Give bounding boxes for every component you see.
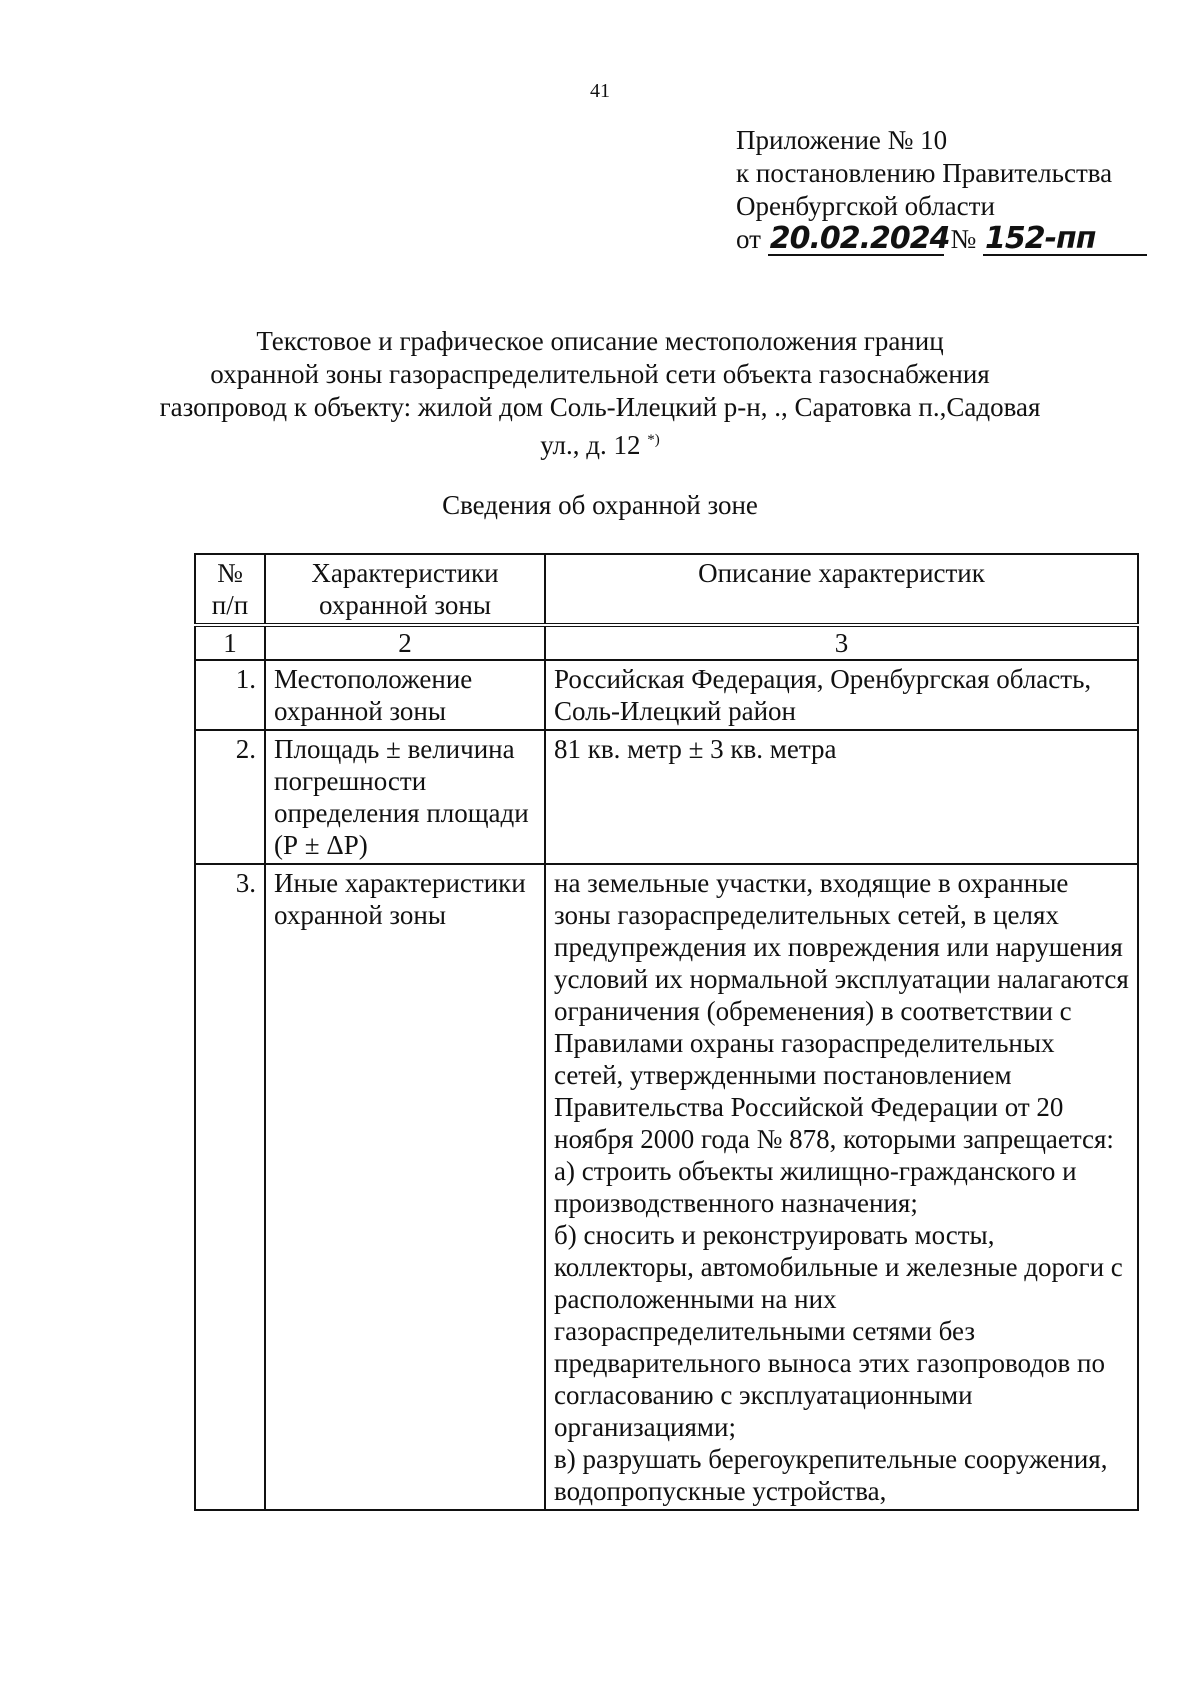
- header-description: Описание характеристик: [545, 554, 1138, 625]
- row-description: [545, 660, 1138, 730]
- column-number: 3: [545, 625, 1138, 660]
- header-number: № п/п: [195, 554, 265, 625]
- row-number: 1.: [195, 660, 265, 730]
- row-number: 2.: [195, 730, 265, 864]
- title-line-4: ул., д. 12: [540, 430, 641, 460]
- row-number: 3.: [195, 864, 265, 1510]
- row-characteristic: Иные характеристики охранной зоны: [265, 864, 545, 1510]
- description-paragraph: б) сносить и реконструировать мосты, коллекторы, автомобильные и железные дороги с расположенными на них газораспределительными сетями без предварительного выноса этих газопроводов по согласованию с эксплуатационными организациями;: [554, 1220, 1123, 1442]
- title-line-1: Текстовое и графическое описание местоположения границ: [256, 326, 944, 356]
- appendix-line-2: к постановлению Правительства: [736, 158, 1113, 188]
- description-paragraph: а) строить объекты жилищно-гражданского и производственного назначения;: [554, 1156, 1077, 1218]
- table-row: [195, 864, 1138, 1510]
- handwritten-number: 152-пп: [983, 224, 1147, 256]
- title-line-3: газопровод к объекту: жилой дом Соль-Илецкий р-н, ., Саратовка п.,Садовая: [159, 392, 1041, 422]
- appendix-line-3: Оренбургской области: [736, 191, 995, 221]
- table-row: [195, 730, 1138, 864]
- description-paragraph: на земельные участки, входящие в охранные зоны газораспределительных сетей, в целях предупреждения их повреждения или нарушения условий их нормальной эксплуатации налагаются ограничения (обременения) в соответствии с Правилами охраны газораспределительных сетей, утвержденными постановлением Правительства Российской Федерации от 20 ноября 2000 года № 878, которыми запрещается:: [554, 868, 1129, 1154]
- column-number: 1: [195, 625, 265, 660]
- zone-info-table: [194, 553, 1139, 1511]
- header-characteristic: Характеристики охранной зоны: [265, 554, 545, 625]
- document-title: [150, 325, 1050, 462]
- section-title: Сведения об охранной зоне: [442, 490, 758, 520]
- title-line-2: охранной зоны газораспределительной сети объекта газоснабжения: [210, 359, 990, 389]
- description-paragraph: в) разрушать берегоукрепительные сооружения, водопропускные устройства,: [554, 1444, 1108, 1506]
- table-header-row: [195, 554, 1138, 625]
- row-characteristic: Площадь ± величина погрешности определения площади (Р ± ΔР): [265, 730, 545, 864]
- title-line-4-wrap: [150, 424, 1050, 462]
- row-characteristic: Местоположение охранной зоны: [265, 660, 545, 730]
- appendix-block: [736, 124, 1147, 256]
- column-number: 2: [265, 625, 545, 660]
- description-paragraph: 81 кв. метр ± 3 кв. метра: [554, 734, 837, 764]
- description-paragraph: Российская Федерация, Оренбургская область, Соль-Илецкий район: [554, 664, 1092, 726]
- appendix-date-line: [736, 223, 1147, 256]
- footnote-mark: *): [647, 432, 660, 448]
- number-prefix: №: [950, 224, 977, 254]
- column-number-row: [195, 625, 1138, 660]
- page-number: 41: [590, 80, 610, 102]
- table-row: [195, 660, 1138, 730]
- row-description: [545, 864, 1138, 1510]
- handwritten-date: 20.02.2024: [769, 221, 950, 256]
- date-prefix: от: [736, 224, 761, 254]
- row-description: [545, 730, 1138, 864]
- appendix-line-1: Приложение № 10: [736, 125, 948, 155]
